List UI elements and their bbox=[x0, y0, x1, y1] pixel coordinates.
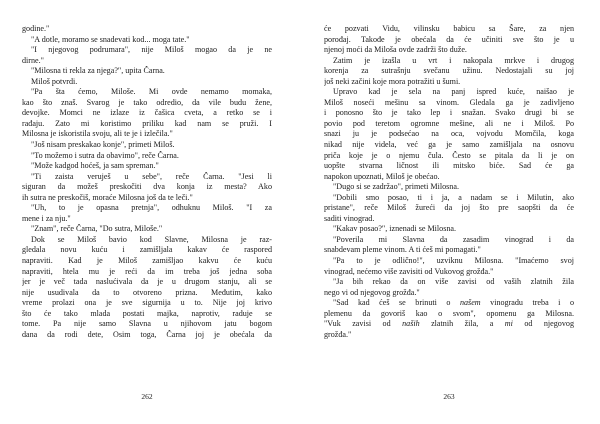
text-line: Milosna je iskoristila svoju, ali te je i izlečila." bbox=[22, 129, 173, 139]
text-line: Upravo kad je sela na panj ispred kuće, naišao je bbox=[333, 87, 574, 97]
text-line: nikad nije videla, već ga je samo zamišljala na osnovu bbox=[324, 140, 574, 150]
text-line: "Kakav posao?", iznenadi se Milosna. bbox=[333, 224, 457, 234]
text-line: ih sutra ne preskočiš, moraće Milosna još da te leči." bbox=[22, 192, 193, 202]
text-line: mene i za nju." bbox=[22, 213, 71, 223]
text-line: vreme prolazi ona je sve sigurnija u to. Nije joj krivo bbox=[22, 298, 272, 308]
text-line: godine." bbox=[22, 24, 50, 33]
text-line: "Ti zaista veruješ u sebe", reče Čarna. "Jesi li bbox=[31, 171, 272, 181]
text-line: dirne." bbox=[22, 55, 44, 65]
text-line: pristane", reče Miloš žureći da joj što pre saopšti da će bbox=[324, 203, 574, 213]
text-line: Zatim je izašla u vrt i nakopala mrkve i drugog bbox=[333, 55, 574, 65]
text-line: tome. Pa nije samo Slavna u njihovom jatu bogom bbox=[22, 319, 272, 329]
right-page-text bbox=[324, 24, 574, 340]
text-line: "Dobili smo posao, ti i ja, a nadam se i Milutin, ako bbox=[333, 192, 574, 202]
text-line: nego vi od njegovog grožđa." bbox=[324, 287, 420, 297]
text-line: nije usudivala da to otvoreno prizna. Međutim, kako bbox=[22, 287, 272, 297]
text-line: "Pa to je odlično!", uzviknu Milosna. "Imaćemo svoj bbox=[333, 256, 574, 266]
text-line: "I njegovog podrumara", nije Miloš mogao da je ne bbox=[31, 45, 272, 55]
text-line: Dok se Miloš bavio kod Slavne, Milosna je raz- bbox=[31, 234, 272, 244]
text-line: devojke. Momci ne izlaze iz čašica cveta, a retko se i bbox=[22, 108, 272, 118]
text-line: porođaj. Takođe je obećala da će učiniti sve što je u bbox=[324, 34, 574, 44]
text-line: korenja za sutrašnju svečanu užinu. Nedostajali su joj bbox=[324, 66, 574, 76]
text-line: snazi ju je podsećao na oca, vojvodu Momčila, koga bbox=[324, 129, 574, 139]
text-line: napraviti, htela mu je reći da im treba još jedna soba bbox=[22, 266, 272, 276]
text-line: Miloš potvrdi. bbox=[31, 76, 78, 86]
text-line: "Ja bih rekao da on više zavisi od vaših zlatnih žila bbox=[333, 277, 574, 287]
text-line: napokon upoznati, Miloš je obećao. bbox=[324, 171, 440, 181]
text-line: "Milosna ti rekla za njega?", upita Čarna. bbox=[31, 66, 165, 76]
text-line: će pozvati Vidu, vilinsku babicu sa Šare, za njen bbox=[324, 24, 574, 33]
text-line: i ponosno što je tako lep i snažan. Svako drugi bi se bbox=[324, 108, 574, 118]
text-line: "A dotle, moramo se snadevati kod... moga tate." bbox=[31, 34, 190, 44]
text-line: vinograd, nećemo više zavisiti od Vukovog grožđa." bbox=[324, 266, 494, 276]
text-line: "Sad kad ćeš se brinuti o našem vinogradu treba i o bbox=[333, 298, 574, 308]
right-page-number: 263 bbox=[443, 392, 455, 401]
text-line: priča koje je o njemu čula. Često se pitala da li je on bbox=[324, 150, 574, 160]
text-line: "Znam", reče Čarna, "Do sutra, Miloše." bbox=[31, 224, 163, 234]
text-line: "To možemo i sutra da obavimo", reče Čarna. bbox=[31, 150, 179, 160]
text-line: plemenu da govoriš kao o svom", opomenu ga Milosna. bbox=[324, 308, 574, 318]
text-line: što će tako mlada postati majka, naprotiv, raduje se bbox=[22, 308, 272, 318]
text-line: "Vuk zavisi od naših zlatnih žila, a mi od njegovog bbox=[324, 319, 574, 329]
text-line: gledala novu kuću i zamišljala kakav će raspored bbox=[22, 245, 272, 255]
text-line: napraviti. Kad je Miloš zamišljao kakvu će kuću bbox=[22, 256, 272, 266]
text-line: grožđa." bbox=[324, 329, 352, 339]
text-line: povio pod teretom ogromne mešine, ali ne i Miloš. Po bbox=[324, 118, 574, 128]
text-line: kao što znaš. Svarog je tako odredio, da vile budu žene, bbox=[22, 97, 272, 107]
text-line: saditi vinograd. bbox=[324, 213, 375, 223]
text-line: njenoj moći da Miloša ovde zadrži što duže. bbox=[324, 45, 467, 55]
text-line: snabdevam pleme vinom. A ti ćeš mi pomagati." bbox=[324, 245, 481, 255]
text-line: "Uh, to je opasna pretnja", odhuknu Miloš. "I za bbox=[31, 203, 272, 213]
text-line: "Poverila mi Slavna da zasadim vinograd i da bbox=[333, 234, 574, 244]
text-line: rađaju. Zato mi koristimo priliku kad nam se pruži. I bbox=[22, 118, 272, 128]
text-line: još neki začini koje mora potražiti u šumi. bbox=[324, 76, 461, 86]
text-line: "Još nisam preskakao konje", primeti Miloš. bbox=[31, 140, 175, 150]
text-line: Miloš noseći mešinu sa vinom. Gledala ga je zadivljeno bbox=[324, 97, 574, 107]
text-line: siguran da možeš preskočiti dva konja iz mesta? Ako bbox=[22, 182, 272, 192]
left-page-number: 262 bbox=[141, 392, 153, 401]
text-line: "Može kadgod hoćeš, ja sam spreman." bbox=[31, 161, 159, 171]
text-line: uopšte stvarna ličnost ili mitsko biće. Sad će ga bbox=[324, 161, 574, 171]
left-page-text bbox=[22, 24, 272, 340]
text-line: dana da rodi dete, Osim toga, Čarna joj je obećala da bbox=[22, 329, 272, 339]
text-line: jer je več tada naslućivala da je u drugom stanju, ali se bbox=[22, 277, 272, 287]
text-line: "Pa šta ćemo, Miloše. Mi ovde nemamo momaka, bbox=[31, 87, 272, 97]
text-line: "Dugo si se zadržao", primeti Milosna. bbox=[333, 182, 459, 192]
